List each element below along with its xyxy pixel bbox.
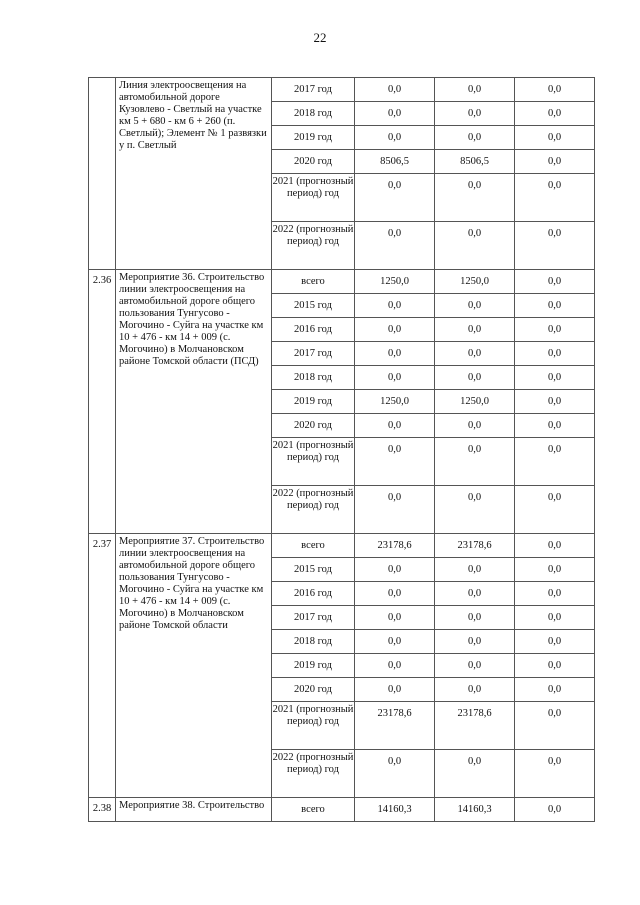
total-cell: 0,0 bbox=[355, 222, 435, 270]
period-cell: 2015 год bbox=[272, 558, 355, 582]
table-row bbox=[89, 534, 595, 558]
total-cell: 1250,0 bbox=[355, 390, 435, 414]
total-cell: 1250,0 bbox=[355, 270, 435, 294]
value-cell: 0,0 bbox=[435, 630, 515, 654]
total-cell: 23178,6 bbox=[355, 534, 435, 558]
value-cell: 1250,0 bbox=[435, 270, 515, 294]
value-cell: 0,0 bbox=[515, 438, 595, 486]
total-cell: 14160,3 bbox=[355, 798, 435, 822]
period-cell: 2017 год bbox=[272, 342, 355, 366]
total-cell: 0,0 bbox=[355, 486, 435, 534]
value-cell: 0,0 bbox=[435, 102, 515, 126]
item-description: Линия электроосвещения на автомобильной дороге Кузовлево - Светлый на участке км 5 + 680 - км 6 + 260 (п. Светлый); Элемент № 1 развязки у п. Светлый bbox=[116, 78, 272, 270]
value-cell: 0,0 bbox=[515, 630, 595, 654]
item-number: 2.36 bbox=[89, 270, 116, 534]
total-cell: 0,0 bbox=[355, 366, 435, 390]
value-cell: 0,0 bbox=[515, 102, 595, 126]
value-cell: 0,0 bbox=[515, 702, 595, 750]
period-cell: 2018 год bbox=[272, 102, 355, 126]
value-cell: 23178,6 bbox=[435, 702, 515, 750]
value-cell: 0,0 bbox=[435, 174, 515, 222]
period-cell: 2022 (прогнозный период) год bbox=[272, 222, 355, 270]
budget-table bbox=[88, 77, 595, 822]
period-cell: 2017 год bbox=[272, 606, 355, 630]
value-cell: 0,0 bbox=[515, 318, 595, 342]
value-cell: 0,0 bbox=[435, 342, 515, 366]
value-cell: 0,0 bbox=[515, 414, 595, 438]
total-cell: 0,0 bbox=[355, 126, 435, 150]
period-cell: 2016 год bbox=[272, 318, 355, 342]
value-cell: 0,0 bbox=[435, 486, 515, 534]
value-cell: 0,0 bbox=[515, 150, 595, 174]
value-cell: 0,0 bbox=[435, 750, 515, 798]
item-number: 2.37 bbox=[89, 534, 116, 798]
total-cell: 0,0 bbox=[355, 606, 435, 630]
period-cell: 2015 год bbox=[272, 294, 355, 318]
total-cell: 0,0 bbox=[355, 102, 435, 126]
value-cell: 0,0 bbox=[435, 126, 515, 150]
value-cell: 0,0 bbox=[435, 414, 515, 438]
period-cell: 2021 (прогнозный период) год bbox=[272, 174, 355, 222]
total-cell: 23178,6 bbox=[355, 702, 435, 750]
item-description: Мероприятие 37. Строительство линии электроосвещения на автомобильной дороге общего пользования Тунгусово - Могочино - Суйга на участке км 10 + 476 - км 14 + 009 (с. Могочино) в Молчановском районе Томской области bbox=[116, 534, 272, 798]
period-cell: 2019 год bbox=[272, 126, 355, 150]
value-cell: 0,0 bbox=[515, 294, 595, 318]
value-cell: 0,0 bbox=[515, 486, 595, 534]
value-cell: 8506,5 bbox=[435, 150, 515, 174]
period-cell: 2022 (прогнозный период) год bbox=[272, 750, 355, 798]
item-description: Мероприятие 36. Строительство линии электроосвещения на автомобильной дороге общего пользования Тунгусово - Могочино - Суйга на участке км 10 + 476 - км 14 + 009 (с. Могочино) в Молчановском районе Томской области (ПСД) bbox=[116, 270, 272, 534]
value-cell: 0,0 bbox=[435, 366, 515, 390]
value-cell: 0,0 bbox=[435, 438, 515, 486]
item-description: Мероприятие 38. Строительство bbox=[116, 798, 272, 822]
value-cell: 0,0 bbox=[435, 318, 515, 342]
value-cell: 0,0 bbox=[435, 294, 515, 318]
total-cell: 0,0 bbox=[355, 678, 435, 702]
total-cell: 0,0 bbox=[355, 558, 435, 582]
total-cell: 0,0 bbox=[355, 582, 435, 606]
value-cell: 0,0 bbox=[515, 78, 595, 102]
table-row bbox=[89, 798, 595, 822]
total-cell: 0,0 bbox=[355, 318, 435, 342]
value-cell: 0,0 bbox=[515, 606, 595, 630]
value-cell: 0,0 bbox=[435, 678, 515, 702]
total-cell: 0,0 bbox=[355, 78, 435, 102]
period-cell: 2021 (прогнозный период) год bbox=[272, 702, 355, 750]
value-cell: 0,0 bbox=[515, 798, 595, 822]
value-cell: 0,0 bbox=[515, 558, 595, 582]
value-cell: 0,0 bbox=[515, 534, 595, 558]
value-cell: 0,0 bbox=[515, 126, 595, 150]
value-cell: 23178,6 bbox=[435, 534, 515, 558]
period-cell: 2022 (прогнозный период) год bbox=[272, 486, 355, 534]
total-cell: 0,0 bbox=[355, 750, 435, 798]
value-cell: 0,0 bbox=[435, 558, 515, 582]
period-cell: всего bbox=[272, 270, 355, 294]
total-cell: 0,0 bbox=[355, 174, 435, 222]
value-cell: 0,0 bbox=[435, 222, 515, 270]
total-cell: 0,0 bbox=[355, 438, 435, 486]
period-cell: 2020 год bbox=[272, 150, 355, 174]
value-cell: 0,0 bbox=[515, 174, 595, 222]
value-cell: 0,0 bbox=[515, 750, 595, 798]
total-cell: 0,0 bbox=[355, 342, 435, 366]
period-cell: 2021 (прогнозный период) год bbox=[272, 438, 355, 486]
period-cell: 2018 год bbox=[272, 366, 355, 390]
total-cell: 8506,5 bbox=[355, 150, 435, 174]
value-cell: 1250,0 bbox=[435, 390, 515, 414]
value-cell: 0,0 bbox=[515, 678, 595, 702]
value-cell: 0,0 bbox=[515, 366, 595, 390]
value-cell: 0,0 bbox=[515, 582, 595, 606]
total-cell: 0,0 bbox=[355, 414, 435, 438]
value-cell: 0,0 bbox=[515, 654, 595, 678]
total-cell: 0,0 bbox=[355, 630, 435, 654]
value-cell: 0,0 bbox=[435, 78, 515, 102]
page-number: 22 bbox=[313, 30, 327, 45]
total-cell: 0,0 bbox=[355, 654, 435, 678]
period-cell: 2019 год bbox=[272, 390, 355, 414]
value-cell: 0,0 bbox=[435, 654, 515, 678]
value-cell: 14160,3 bbox=[435, 798, 515, 822]
total-cell: 0,0 bbox=[355, 294, 435, 318]
period-cell: 2016 год bbox=[272, 582, 355, 606]
period-cell: всего bbox=[272, 534, 355, 558]
period-cell: 2018 год bbox=[272, 630, 355, 654]
value-cell: 0,0 bbox=[435, 606, 515, 630]
period-cell: 2020 год bbox=[272, 678, 355, 702]
table-row bbox=[89, 270, 595, 294]
value-cell: 0,0 bbox=[515, 270, 595, 294]
period-cell: 2017 год bbox=[272, 78, 355, 102]
value-cell: 0,0 bbox=[435, 582, 515, 606]
item-number: 2.38 bbox=[89, 798, 116, 822]
period-cell: 2020 год bbox=[272, 414, 355, 438]
period-cell: всего bbox=[272, 798, 355, 822]
table-row bbox=[89, 78, 595, 102]
period-cell: 2019 год bbox=[272, 654, 355, 678]
value-cell: 0,0 bbox=[515, 342, 595, 366]
value-cell: 0,0 bbox=[515, 222, 595, 270]
value-cell: 0,0 bbox=[515, 390, 595, 414]
item-number bbox=[89, 78, 116, 270]
